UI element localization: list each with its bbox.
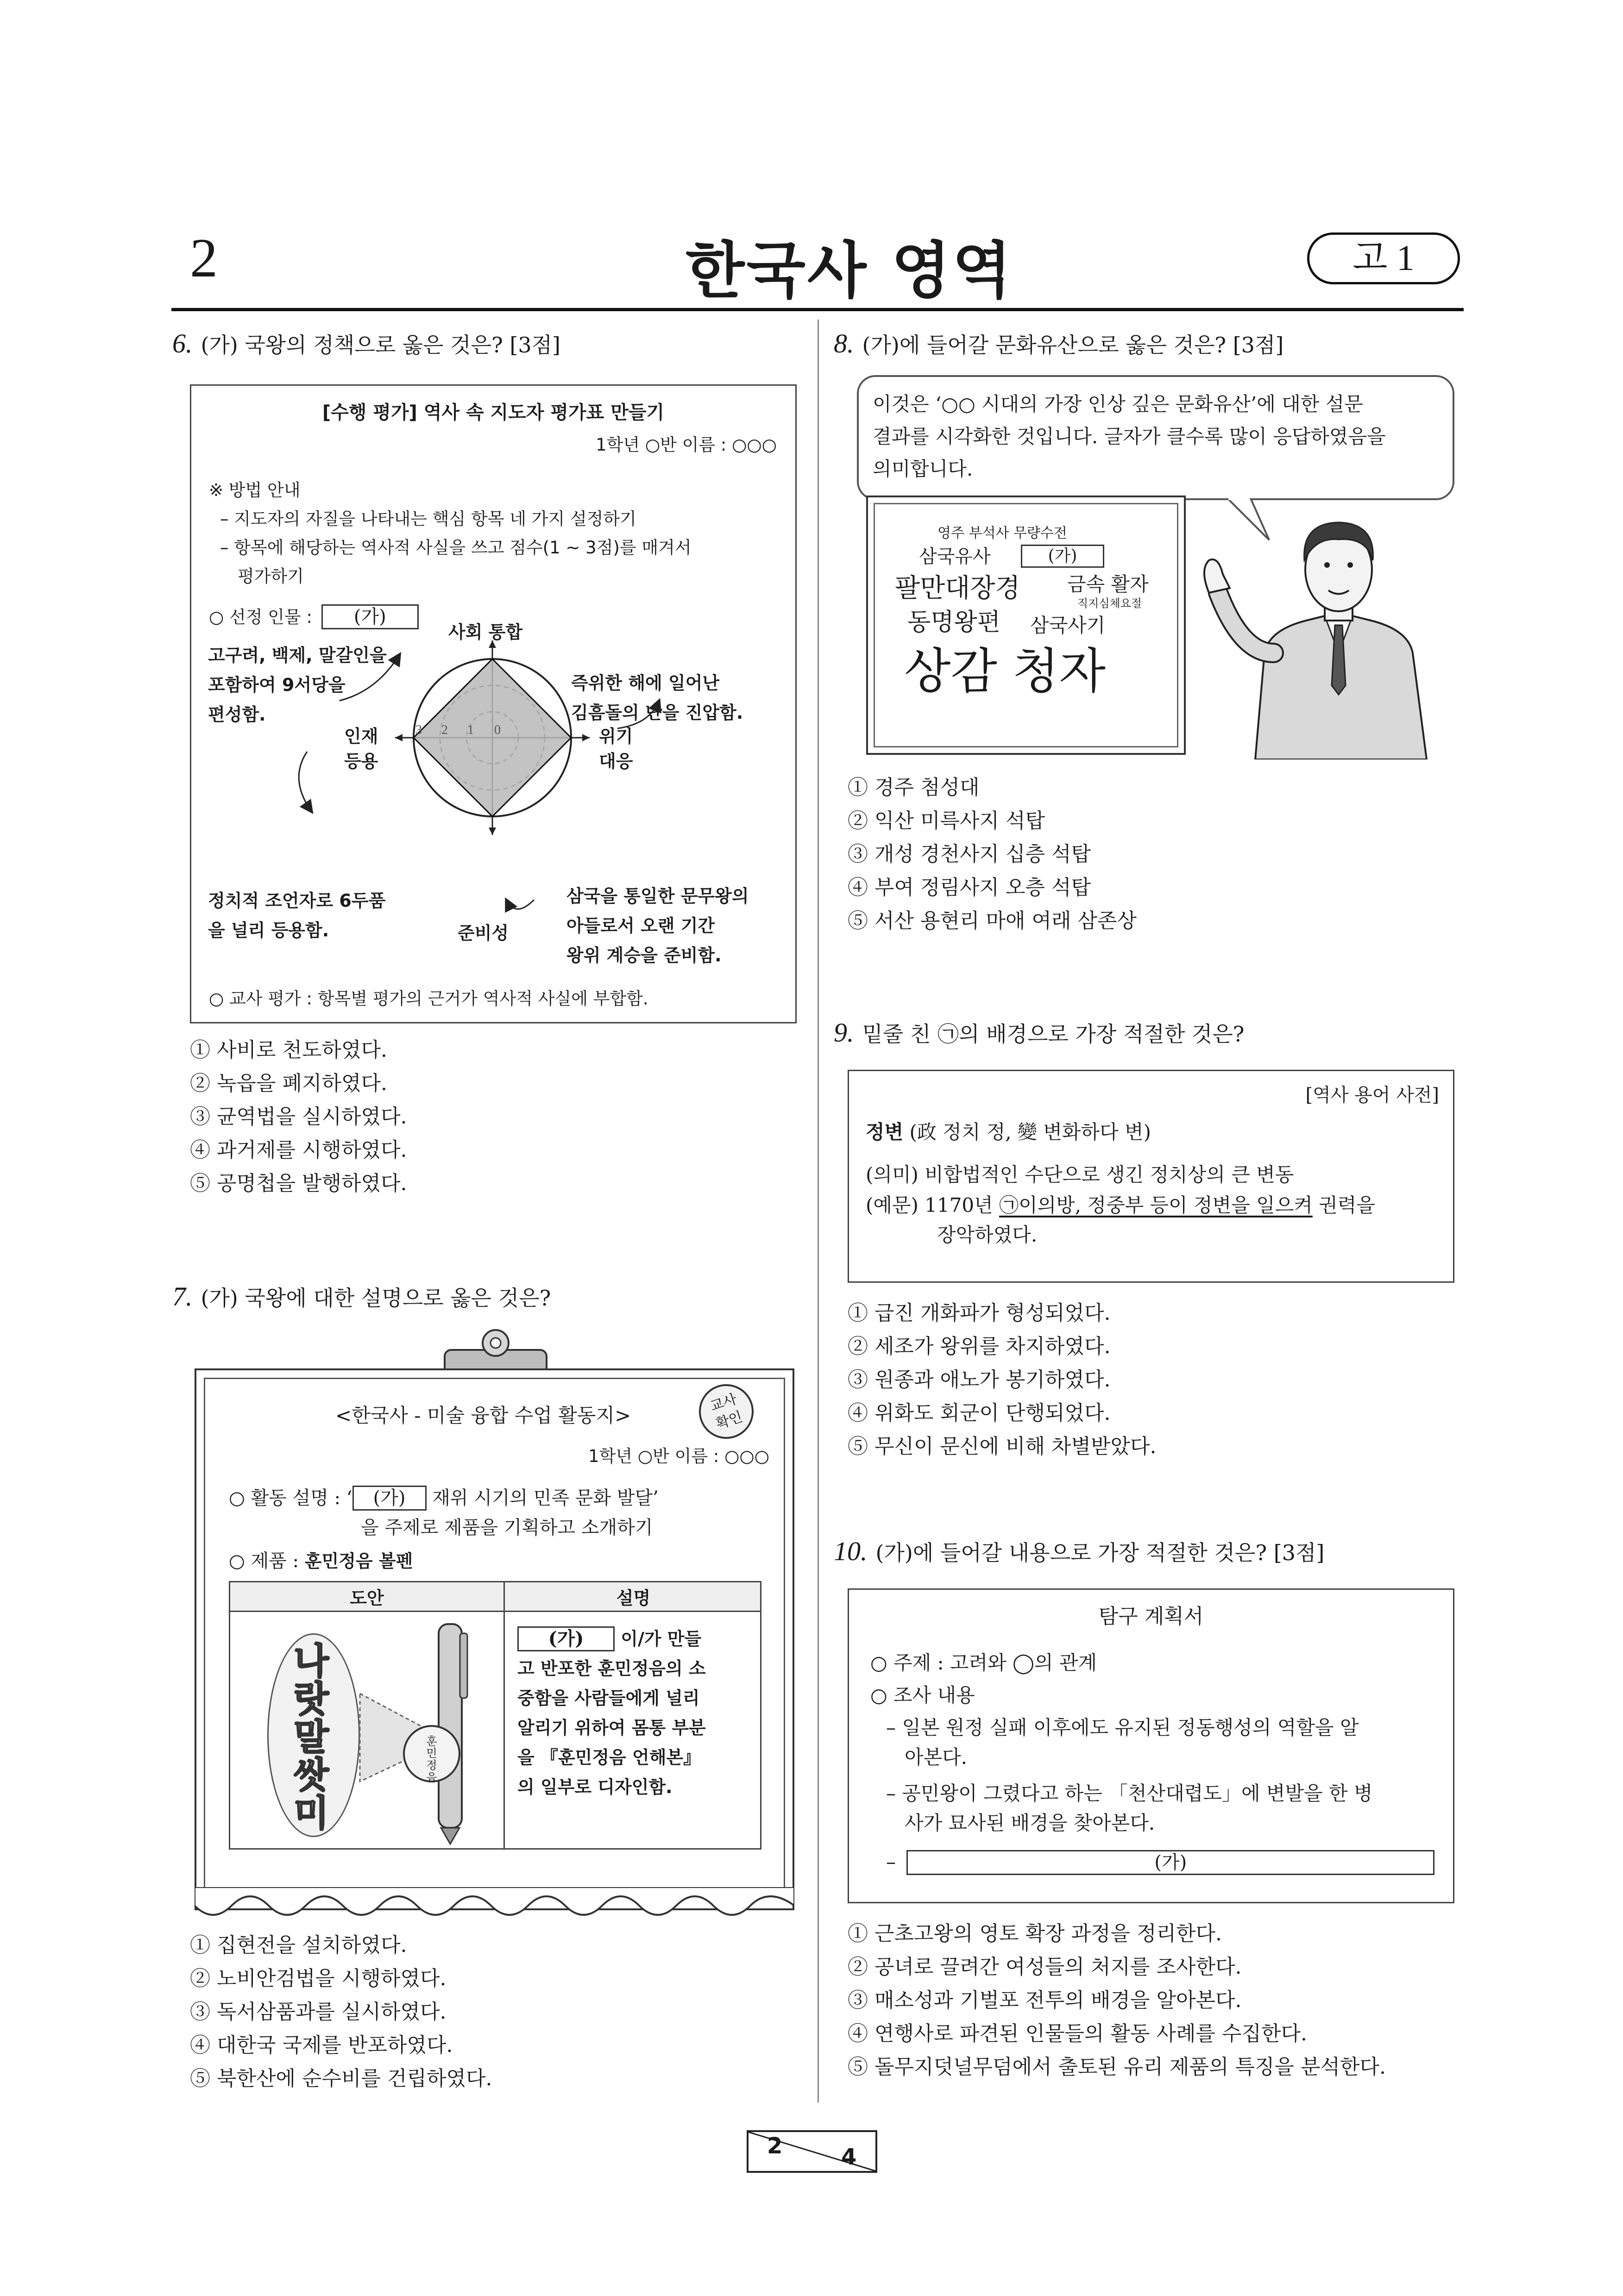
question-8-title xyxy=(834,330,1283,359)
teacher-evaluation: ○ 교사 평가 : 항목별 평가의 근거가 역사적 사실에 부합함. xyxy=(209,989,648,1009)
page-number: 2 xyxy=(190,227,218,289)
blank-ga: (가) xyxy=(517,1626,615,1651)
choice-4[interactable]: ④ 위화도 회군이 단행되었다. xyxy=(848,1401,1111,1425)
column-divider xyxy=(818,320,819,2102)
research-item-1b: 아본다. xyxy=(905,1746,968,1769)
blank-ga: (가) xyxy=(906,1850,1434,1875)
choice-4[interactable]: ④ 연행사로 파견된 인물들의 활동 사례를 수집한다. xyxy=(848,2022,1307,2045)
question-prompt: (가) 국왕에 대한 설명으로 옳은 것은? xyxy=(201,1286,551,1311)
word-cloud-board xyxy=(866,496,1186,755)
method-line-3: 평가하기 xyxy=(238,566,304,586)
research-item-2: – 공민왕이 그렸다고 하는 「천산대렵도」에 변발을 한 병 xyxy=(886,1782,1373,1805)
choice-3[interactable]: ③ 원종과 애노가 봉기하였다. xyxy=(848,1368,1111,1392)
current-page: 2 xyxy=(767,2133,783,2159)
tick-label: 3 xyxy=(415,723,422,737)
note-bottom-right: 삼국을 통일한 문무왕의 아들로서 오랜 기간 왕위 계승을 준비함. xyxy=(566,886,749,966)
choice-5[interactable]: ⑤ 돌무지덧널무덤에서 출토된 유리 제품의 특징을 분석한다. xyxy=(848,2055,1386,2079)
research-heading: ○ 조사 내용 xyxy=(870,1684,975,1706)
meaning-line: (의미) 비합법적인 수단으로 생긴 정치상의 큰 변동 xyxy=(866,1163,1294,1186)
student-line: 1학년 ○반 이름 : ○○○ xyxy=(596,435,777,455)
word-cloud-item: 직지심체요절 xyxy=(1077,597,1142,610)
choice-5[interactable]: ⑤ 공명첩을 발행하였다. xyxy=(190,1172,407,1195)
col-desc-header: 설명 xyxy=(616,1588,651,1608)
col-design-header: 도안 xyxy=(350,1588,384,1608)
question-6-title xyxy=(172,330,560,359)
question-prompt: (가)에 들어갈 문화유산으로 옳은 것은? [3점] xyxy=(862,332,1284,358)
product-line: ○ 제품 : 훈민정음 볼펜 xyxy=(229,1550,413,1572)
question-number: 10. xyxy=(834,1536,868,1566)
q7-choices xyxy=(190,1929,492,2095)
question-number: 9. xyxy=(834,1017,854,1048)
note-arrows xyxy=(191,386,795,1022)
question-number: 7. xyxy=(172,1281,193,1311)
choice-1[interactable]: ① 경주 첨성대 xyxy=(848,776,980,799)
question-number: 6. xyxy=(172,328,193,358)
activity-description-line2: 을 주제로 제품을 기획하고 소개하기 xyxy=(361,1517,653,1538)
total-pages: 4 xyxy=(841,2144,857,2170)
choice-4[interactable]: ④ 대한국 국제를 반포하였다. xyxy=(190,2033,453,2057)
sheet-title: <한국사 - 미술 융합 수업 활동지> xyxy=(335,1404,631,1427)
choice-1[interactable]: ① 집현전을 설치하였다. xyxy=(190,1933,407,1957)
question-7-title xyxy=(172,1283,551,1312)
note-top-left: 고구려, 백제, 말갈인을 포함하여 9서당을 편성함. xyxy=(208,645,387,725)
example-line: (예문) 1170년 ㉠이의방, 정중부 등이 정변을 일으켜 권력을 xyxy=(866,1194,1375,1217)
tick-label: 0 xyxy=(494,723,501,737)
choice-2[interactable]: ② 익산 미륵사지 석탑 xyxy=(848,809,1045,833)
page-title: 한국사 영역 xyxy=(686,235,1013,307)
choice-4[interactable]: ④ 부여 정림사지 오층 석탑 xyxy=(848,876,1091,899)
choice-3[interactable]: ③ 매소성과 기벌포 전투의 배경을 알아본다. xyxy=(848,1989,1242,2012)
word-cloud-item: 삼국사기 xyxy=(1030,614,1106,637)
q10-choices xyxy=(848,1917,1386,2084)
choice-2[interactable]: ② 세조가 왕위를 차지하였다. xyxy=(848,1335,1111,1358)
choice-3[interactable]: ③ 개성 경천사지 십층 석탑 xyxy=(848,842,1091,866)
word-cloud-item: 삼국유사 xyxy=(919,546,991,567)
blank-ga: (가) xyxy=(352,1486,427,1511)
sheet-wavy-edge xyxy=(195,1887,794,1924)
underlined-text: ㉠이의방, 정중부 등이 정변을 일으켜 xyxy=(999,1194,1313,1217)
q6-evaluation-box xyxy=(190,384,797,1023)
choice-5[interactable]: ⑤ 무신이 문신에 비해 차별받았다. xyxy=(848,1435,1157,1458)
pen-icon xyxy=(351,1615,499,1846)
axis-label-left: 인재 등용 xyxy=(344,726,378,772)
q10-research-plan-box xyxy=(848,1588,1454,1903)
question-prompt: 밑줄 친 ㉠의 배경으로 가장 적절한 것은? xyxy=(862,1022,1245,1047)
term-line: 정변 (政 정치 정, 變 변화하다 변) xyxy=(866,1121,1151,1143)
axis-label-right: 위기 대응 xyxy=(599,726,633,772)
word-cloud-item: 팔만대장경 xyxy=(895,573,1020,603)
q6-choices xyxy=(190,1034,407,1200)
choice-1[interactable]: ① 급진 개화파가 형성되었다. xyxy=(848,1301,1111,1325)
question-10-title xyxy=(834,1537,1324,1567)
axis-label-top: 사회 통합 xyxy=(448,622,523,642)
research-item-2b: 사가 묘사된 배경을 찾아본다. xyxy=(905,1812,1155,1834)
tick-label: 2 xyxy=(441,723,448,737)
choice-2[interactable]: ② 노비안검법을 시행하였다. xyxy=(190,1967,447,1990)
blank-ga: (가) xyxy=(1021,545,1104,568)
speech-bubble: 이것은 ‘○○ 시대의 가장 인상 깊은 문화유산’에 대한 설문 결과를 시각화한 것입니다. 글자가 클수록 많이 응답하였음을 의미합니다. xyxy=(857,375,1454,500)
page-indicator xyxy=(747,2130,877,2173)
presenter-icon xyxy=(1186,500,1464,759)
q6-box-title: [수행 평가] 역사 속 지도자 평가표 만들기 xyxy=(322,402,665,423)
selected-label: ○ 선정 인물 : xyxy=(209,607,313,627)
design-text: 나랏말쌋미 xyxy=(294,1641,329,1834)
grade-badge: 고 1 xyxy=(1307,232,1460,284)
box-title: 탐구 계획서 xyxy=(1098,1605,1204,1628)
research-item-1: – 일본 원정 실패 이후에도 유지된 정동행성의 역할을 알 xyxy=(886,1716,1359,1739)
product-table xyxy=(229,1581,761,1850)
choice-2[interactable]: ② 공녀로 끌려간 여성들의 처지를 조사한다. xyxy=(848,1955,1242,1979)
tick-label: 1 xyxy=(467,723,474,737)
choice-1[interactable]: ① 사비로 천도하였다. xyxy=(190,1038,387,1062)
axis-label-bottom: 준비성 xyxy=(458,923,509,943)
word-cloud-item: 상감 청자 xyxy=(904,643,1106,699)
question-number: 8. xyxy=(834,328,854,358)
choice-5[interactable]: ⑤ 북한산에 순수비를 건립하였다. xyxy=(190,2067,492,2090)
q8-choices xyxy=(848,771,1137,938)
blank-ga: (가) xyxy=(321,604,419,629)
method-line-1: – 지도자의 자질을 나타내는 핵심 항목 네 가지 설정하기 xyxy=(220,509,636,529)
choice-3[interactable]: ③ 독서삼품과를 실시하였다. xyxy=(190,2000,447,2024)
method-heading: ※ 방법 안내 xyxy=(209,480,301,500)
activity-description: ○ 활동 설명 : ‘ (가) 재위 시기의 민족 문화 발달’ xyxy=(229,1485,659,1511)
q7-activity-sheet xyxy=(195,1368,794,1910)
q9-choices xyxy=(848,1297,1156,1463)
pen-text: 훈민정음 xyxy=(426,1735,437,1784)
word-cloud-item: 동명왕편 xyxy=(907,609,1000,636)
header-rule xyxy=(171,308,1464,311)
choice-5[interactable]: ⑤ 서산 용현리 마애 여래 삼존상 xyxy=(848,909,1137,933)
choice-4[interactable]: ④ 과거제를 시행하였다. xyxy=(190,1138,407,1162)
method-line-2: – 항목에 해당하는 역사적 사실을 쓰고 점수(1 ~ 3점)를 매겨서 xyxy=(220,538,692,558)
choice-3[interactable]: ③ 균역법을 실시하였다. xyxy=(190,1105,407,1129)
choice-1[interactable]: ① 근초고왕의 영토 확장 과정을 정리한다. xyxy=(848,1922,1222,1945)
word-cloud-item: 금속 활자 xyxy=(1067,573,1149,596)
note-bottom-left: 정치적 조언자로 6두품 을 널리 등용함. xyxy=(208,891,386,941)
teacher-check-stamp: 교사 확인 xyxy=(692,1377,761,1446)
question-9-title xyxy=(834,1019,1244,1048)
question-prompt: (가)에 들어갈 내용으로 가장 적절한 것은? [3점] xyxy=(875,1540,1325,1565)
product-description: (가) 이/가 만들 고 반포한 훈민정음의 소 중함을 사람들에게 널리 알리기 위하여 몸통 부분 을 『훈민정음 언해본』 의 일부로 디자인함. xyxy=(517,1624,758,1802)
topic-line: ○ 주제 : 고려와 ◯의 관계 xyxy=(870,1651,1097,1674)
note-top-right: 즉위한 해에 일어난 김흠돌의 난을 진압함. xyxy=(571,673,743,723)
choice-2[interactable]: ② 녹읍을 폐지하였다. xyxy=(190,1072,387,1095)
question-prompt: (가) 국왕의 정책으로 옳은 것은? [3점] xyxy=(201,332,560,358)
example-line-2: 장악하였다. xyxy=(937,1223,1038,1246)
box-tag: [역사 용어 사전] xyxy=(1305,1085,1439,1106)
student-line: 1학년 ○반 이름 : ○○○ xyxy=(588,1446,769,1466)
q9-dictionary-box xyxy=(848,1070,1454,1283)
research-item-3: – (가) xyxy=(886,1849,1434,1875)
word-cloud-item: 영주 부석사 무량수전 xyxy=(937,525,1067,541)
